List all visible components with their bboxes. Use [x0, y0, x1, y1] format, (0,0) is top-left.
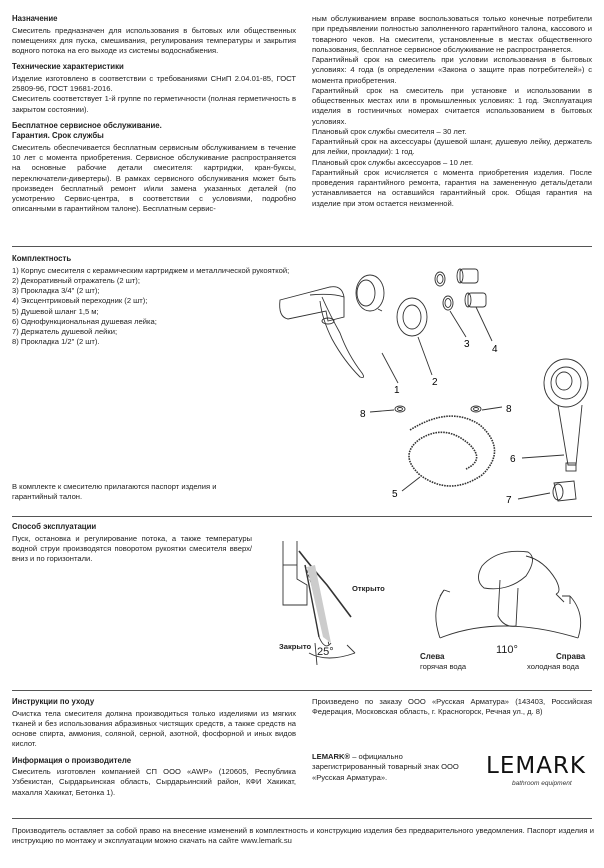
kit-label-7: 7	[506, 495, 512, 506]
kit-item: 2) Декоративный отражатель (2 шт);	[12, 275, 140, 285]
logo-sub: bathroom equipment	[512, 780, 572, 787]
kit-note: В комплекте к смесителю прилагаются паспорт изделия и гарантийный талон.	[12, 482, 217, 502]
shower-head-drawing	[544, 359, 588, 471]
right-label: Справа	[556, 652, 586, 661]
kit-label-8-right: 8	[506, 404, 512, 415]
top-left-column	[12, 14, 296, 219]
reflector-drawing	[397, 298, 427, 336]
kit-item: 3) Прокладка 3/4" (2 шт);	[12, 286, 100, 296]
care-heading: Инструкции по уходу	[12, 697, 95, 706]
specs-text-2: Смеситель соответствует 1-й группе по герметичности (полная герметичность в закрытом состоянии).	[12, 94, 296, 114]
divider-3	[12, 690, 592, 691]
footer-text: Производитель оставляет за собой право на внесение изменений в комплектность и конструкцию изделия без предварительного уведомления. Паспорт изделия и инструкцию по монтажу и эксплуатации можно скачать на сайте www.lemark.su	[12, 826, 594, 846]
warranty-text-right-5: Гарантийный срок на аксессуары (душевой шланг, душевую лейку, держатель для лейки, прокладки): 1 год.	[312, 137, 592, 157]
right-sub: холодная вода	[527, 662, 580, 671]
mixer-body-drawing	[280, 275, 384, 378]
specs-text-1: Изделие изготовлено в соответствии с требованиями СНиП 2.04.01-85, ГОСТ 25809-96, ГОСТ 19681-2016.	[12, 73, 296, 94]
kit-list	[12, 266, 292, 348]
warranty-text-right-7: Гарантийный срок исчисляется с момента приобретения изделия. После проведения гарантийного ремонта, гарантия на замененную деталь/детали устанавливается на оставшийся гарантийный срок. Общая гарантия на изделие при этом остается неизменной.	[312, 167, 592, 208]
operation-text: Пуск, остановка и регулирование потока, а также температуры водной струи производятся поворотом рукоятки смесителя вверх/вниз и по горизонтали.	[12, 533, 252, 564]
order-text: Произведено по заказу ООО «Русская Арматура» (143403, Российская Федерация, Московская область, г. Красногорск, Речная ул., д. 8)	[312, 697, 592, 717]
trademark-text: – официально зарегистрированный товарный знак ООО «Русская Арматура».	[312, 752, 459, 782]
kit-label-6: 6	[510, 454, 516, 465]
kit-label-4: 4	[492, 344, 498, 355]
kit-label-1: 1	[394, 385, 400, 396]
logo-text: LEMARK	[486, 753, 586, 779]
care-text: Очистка тела смесителя должна производиться только изделиями из мягких тканей и без использования абразивных чистящих средств, а также средств на основе спирта, аммония, соляной, серной, азотной, фосфорной и иных видов кислот.	[12, 708, 296, 749]
bottom-left-column	[12, 697, 296, 802]
kit-section	[12, 254, 292, 348]
warranty-text-left: Смеситель обеспечивается бесплатным сервисным обслуживанием в течение 10 лет с момента приобретения. Сервисное обслуживание распространяется на основные рабочие детали смесителя: картриджи, кран-буксы, переключатели-дивертеры). В рамках сервисного обслуживания может быть произведен бесплатный ремонт и/или замена указанных деталей (по усмотрению Сервис-центра, в соответствии с условиями, подробно описанными в гарантийном талоне). Бесплатным сервис-	[12, 142, 296, 214]
kit-item: 7) Держатель душевой лейки;	[12, 327, 118, 337]
warranty-text-right-3: Гарантийный срок на смеситель при установке и использовании в общественных местах или в промышленных условиях: 1 год. Эксплуатация изделия в гостиничных номерах считается использованием в бытовых условиях.	[312, 85, 592, 126]
holder-drawing	[553, 481, 576, 501]
purpose-heading: Назначение	[12, 14, 58, 23]
operation-rotation-label: 110°	[496, 644, 518, 656]
lever-top-diagram	[400, 530, 600, 660]
operation-heading: Способ эксплуатации	[12, 522, 97, 531]
kit-label-8-left: 8	[360, 409, 366, 420]
divider-1	[12, 246, 592, 247]
adapter-drawing	[457, 269, 486, 307]
closed-label: Закрыто	[279, 642, 312, 651]
kit-item: 4) Эксцентриковый переходник (2 шт);	[12, 296, 148, 306]
kit-item: 1) Корпус смесителя с керамическим картриджем и металлической рукояткой;	[12, 265, 290, 275]
lemark-logo-mark	[486, 754, 592, 778]
divider-2	[12, 516, 592, 517]
trademark-brand: LEMARK®	[312, 752, 351, 761]
warranty-text-right-1: ным обслуживанием вправе воспользоваться только конечные потребители при предъявлении полностью заполненного гарантийного талона, кассового и товарного чеков. На смесители, установленные в местах общественного пользования, бесплатное сервисное обслуживание не распространяется.	[312, 14, 592, 54]
purpose-text: Смеситель предназначен для использования в бытовых или общественных помещениях для пуска, смешивания, регулирования температуры и закрытия водного потока на его выходе из системы водоснабжения.	[12, 25, 296, 56]
lever-side-diagram	[255, 525, 385, 670]
operation-section	[12, 522, 252, 568]
open-label: Открыто	[352, 584, 385, 593]
kit-item: 8) Прокладка 1/2" (2 шт).	[12, 337, 100, 347]
warranty-heading-1: Бесплатное сервисное обслуживание.	[12, 120, 162, 130]
warranty-heading-2: Гарантия. Срок службы	[12, 131, 104, 141]
kit-item: 6) Однофункциональная душевая лейка;	[12, 316, 157, 326]
manufacturer-heading: Информация о производителе	[12, 755, 132, 765]
lemark-logo	[486, 754, 592, 792]
kit-illustration	[270, 255, 600, 515]
kit-label-3: 3	[464, 339, 470, 350]
kit-label-5: 5	[392, 489, 398, 500]
hose-drawing	[409, 416, 495, 486]
manufacturer-text: Смеситель изготовлен компанией СП ООО «AWP» (120605, Республика Узбекистан, Сырдарьинская область, Сырдарьинский район, КФИ Хакикат, махалля Хакикат, Бетонка 1).	[12, 767, 296, 797]
left-sub: горячая вода	[420, 662, 467, 671]
warranty-text-right-4: Плановый срок службы смесителя – 30 лет.	[312, 126, 467, 136]
warranty-text-right-2: Гарантийный срок на смеситель при условии использования в бытовых условиях: 4 года (в определении «Закона о защите прав потребителей») с момента приобретения.	[312, 55, 592, 85]
kit-label-2: 2	[432, 377, 438, 388]
specs-heading: Технические характеристики	[12, 62, 124, 72]
operation-angle-label: 25°	[317, 646, 334, 658]
left-label: Слева	[420, 652, 445, 661]
divider-4	[12, 818, 592, 819]
trademark-block	[312, 752, 477, 783]
gasket-3-drawing	[435, 272, 453, 310]
top-right-column	[312, 14, 592, 213]
kit-heading: Комплектность	[12, 254, 72, 263]
kit-item: 5) Душевой шланг 1,5 м;	[12, 306, 99, 316]
warranty-text-right-6: Плановый срок службы аксессуаров – 10 лет.	[312, 157, 474, 167]
